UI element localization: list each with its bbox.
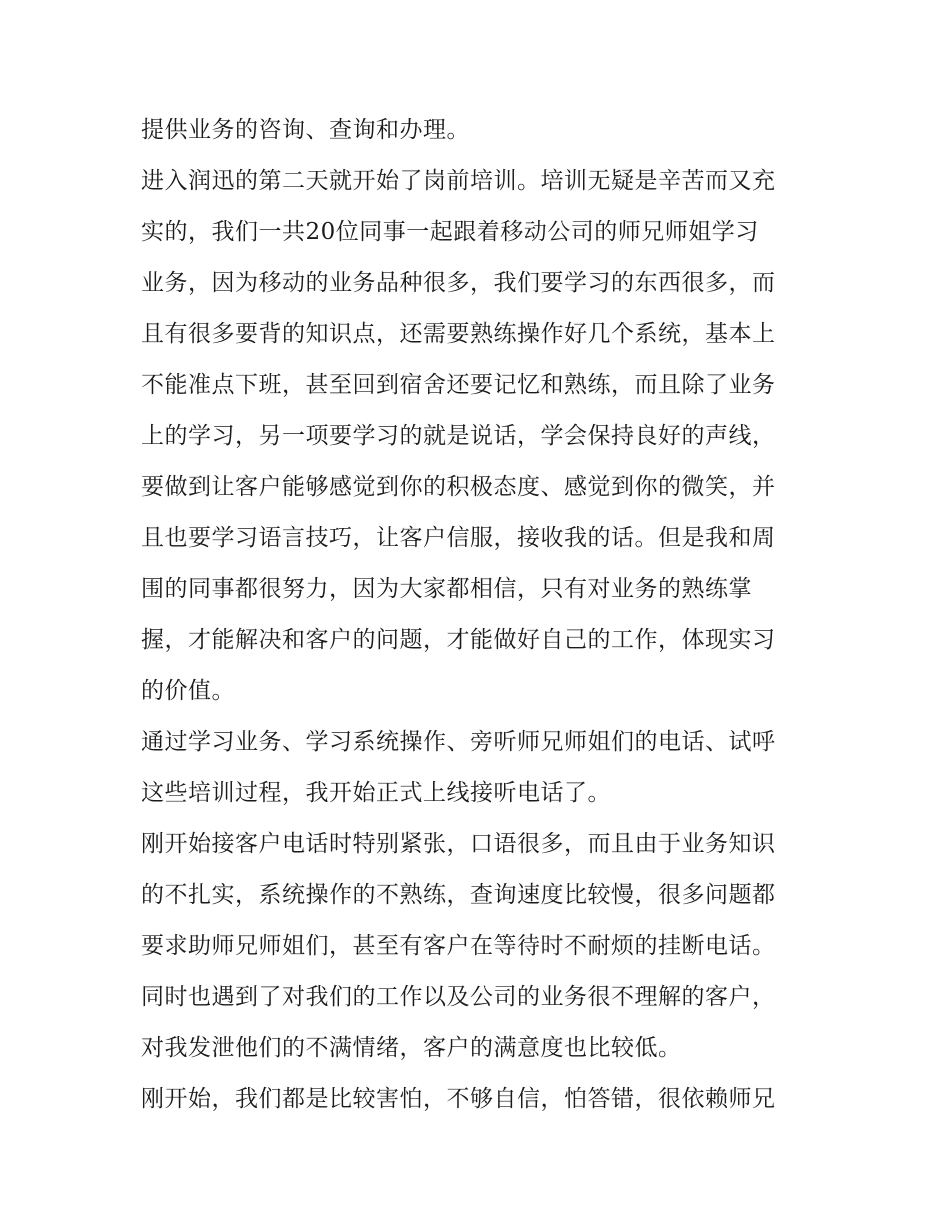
paragraph	[141, 159, 821, 720]
paragraph	[141, 1077, 821, 1128]
text-line: 不能准点下班，甚至回到宿舍还要记忆和熟练，而且除了业务	[141, 372, 776, 398]
paragraph	[141, 822, 821, 1077]
text-line: 对我发泄他们的不满情绪，客户的满意度也比较低。	[141, 1035, 682, 1061]
text-line: 这些培训过程，我开始正式上线接听电话了。	[141, 780, 611, 806]
text-line: 业务，因为移动的业务品种很多，我们要学习的东西很多，而	[141, 270, 776, 296]
text-line: 同时也遇到了对我们的工作以及公司的业务很不理解的客户，	[141, 984, 776, 1010]
text-line: 握，才能解决和客户的问题，才能做好自己的工作，体现实习	[141, 627, 776, 653]
text-line: 的不扎实，系统操作的不熟练，查询速度比较慢，很多问题都	[141, 882, 776, 908]
paragraph	[141, 720, 821, 822]
text-line: 通过学习业务、学习系统操作、旁听师兄师姐们的电话、试呼	[141, 729, 776, 755]
text-line: 刚开始，我们都是比较害怕，不够自信，怕答错，很依赖师兄	[141, 1086, 776, 1112]
document-body	[141, 108, 821, 1128]
text-line: 的价值。	[141, 678, 235, 704]
text-line: 上的学习，另一项要学习的就是说话，学会保持良好的声线，	[141, 423, 776, 449]
text-line: 且有很多要背的知识点，还需要熟练操作好几个系统，基本上	[141, 321, 776, 347]
text-line: 要求助师兄师姐们，甚至有客户在等待时不耐烦的挂断电话。	[141, 933, 776, 959]
text-line: 且也要学习语言技巧，让客户信服，接收我的话。但是我和周	[141, 525, 776, 551]
paragraph	[141, 108, 821, 159]
text-line: 刚开始接客户电话时特别紧张，口语很多，而且由于业务知识	[141, 831, 776, 857]
text-line: 进入润迅的第二天就开始了岗前培训。培训无疑是辛苦而又充	[141, 168, 776, 194]
text-line: 实的，我们一共20位同事一起跟着移动公司的师兄师姐学习	[141, 219, 759, 245]
text-line: 提供业务的咨询、查询和办理。	[141, 117, 470, 143]
text-line: 要做到让客户能够感觉到你的积极态度、感觉到你的微笑，并	[141, 474, 776, 500]
text-line: 围的同事都很努力，因为大家都相信，只有对业务的熟练掌	[141, 576, 752, 602]
